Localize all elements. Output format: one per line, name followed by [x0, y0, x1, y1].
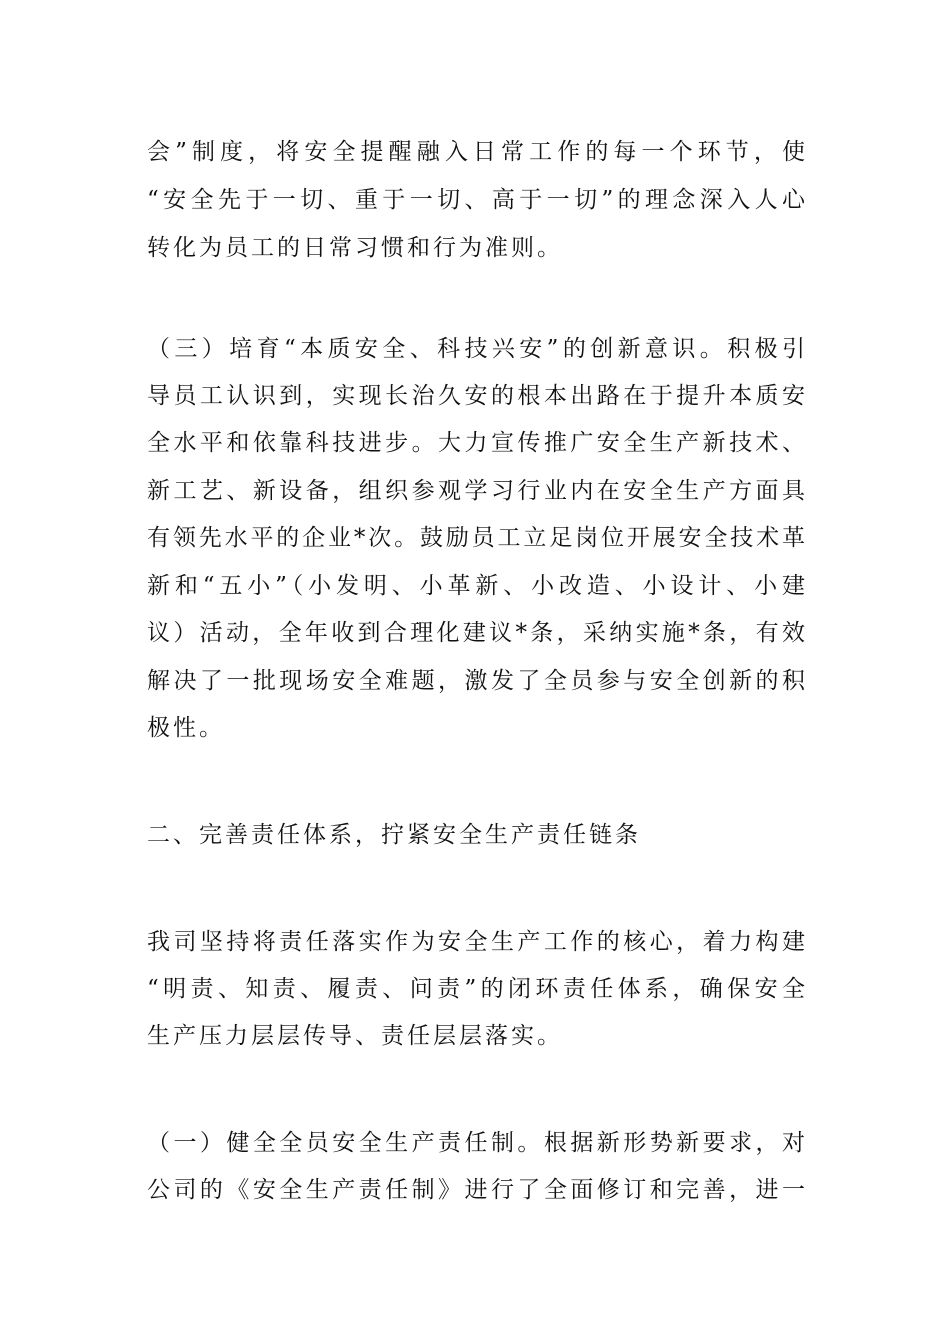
text-line: 转化为员工的日常习惯和行为准则。 [147, 235, 563, 261]
text-line: 生产压力层层传导、责任层层落实。 [147, 1023, 563, 1049]
text-line: “明责、知责、履责、问责”的闭环责任体系，确保安全 [147, 976, 805, 1002]
text-line: 新工艺、新设备，组织参观学习行业内在安全生产方面具 [147, 478, 805, 504]
text-line: 议）活动，全年收到合理化建议*条，采纳实施*条，有效 [147, 620, 805, 646]
text-line: 我司坚持将责任落实作为安全生产工作的核心，着力构建 [147, 929, 805, 955]
text-line: 全水平和依靠科技进步。大力宣传推广安全生产新技术、 [147, 430, 805, 456]
text-line: 极性。 [147, 715, 225, 741]
text-line: 公司的《安全生产责任制》进行了全面修订和完善，进一 [147, 1177, 805, 1203]
text-line: 导员工认识到，实现长治久安的根本出路在于提升本质安 [147, 383, 805, 409]
text-line: （三）培育“本质安全、科技兴安”的创新意识。积极引 [147, 336, 805, 362]
text-line: 新和“五小”（小发明、小革新、小改造、小设计、小建 [147, 573, 805, 599]
text-line: 二、完善责任体系，拧紧安全生产责任链条 [147, 822, 641, 848]
text-line: 有领先水平的企业*次。鼓励员工立足岗位开展安全技术革 [147, 525, 805, 551]
text-line: “安全先于一切、重于一切、高于一切”的理念深入人心 [147, 187, 805, 213]
text-line: 会”制度，将安全提醒融入日常工作的每一个环节，使 [147, 139, 805, 165]
text-line: （一）健全全员安全生产责任制。根据新形势新要求，对 [147, 1130, 805, 1156]
text-line: 解决了一批现场安全难题，激发了全员参与安全创新的积 [147, 668, 805, 694]
